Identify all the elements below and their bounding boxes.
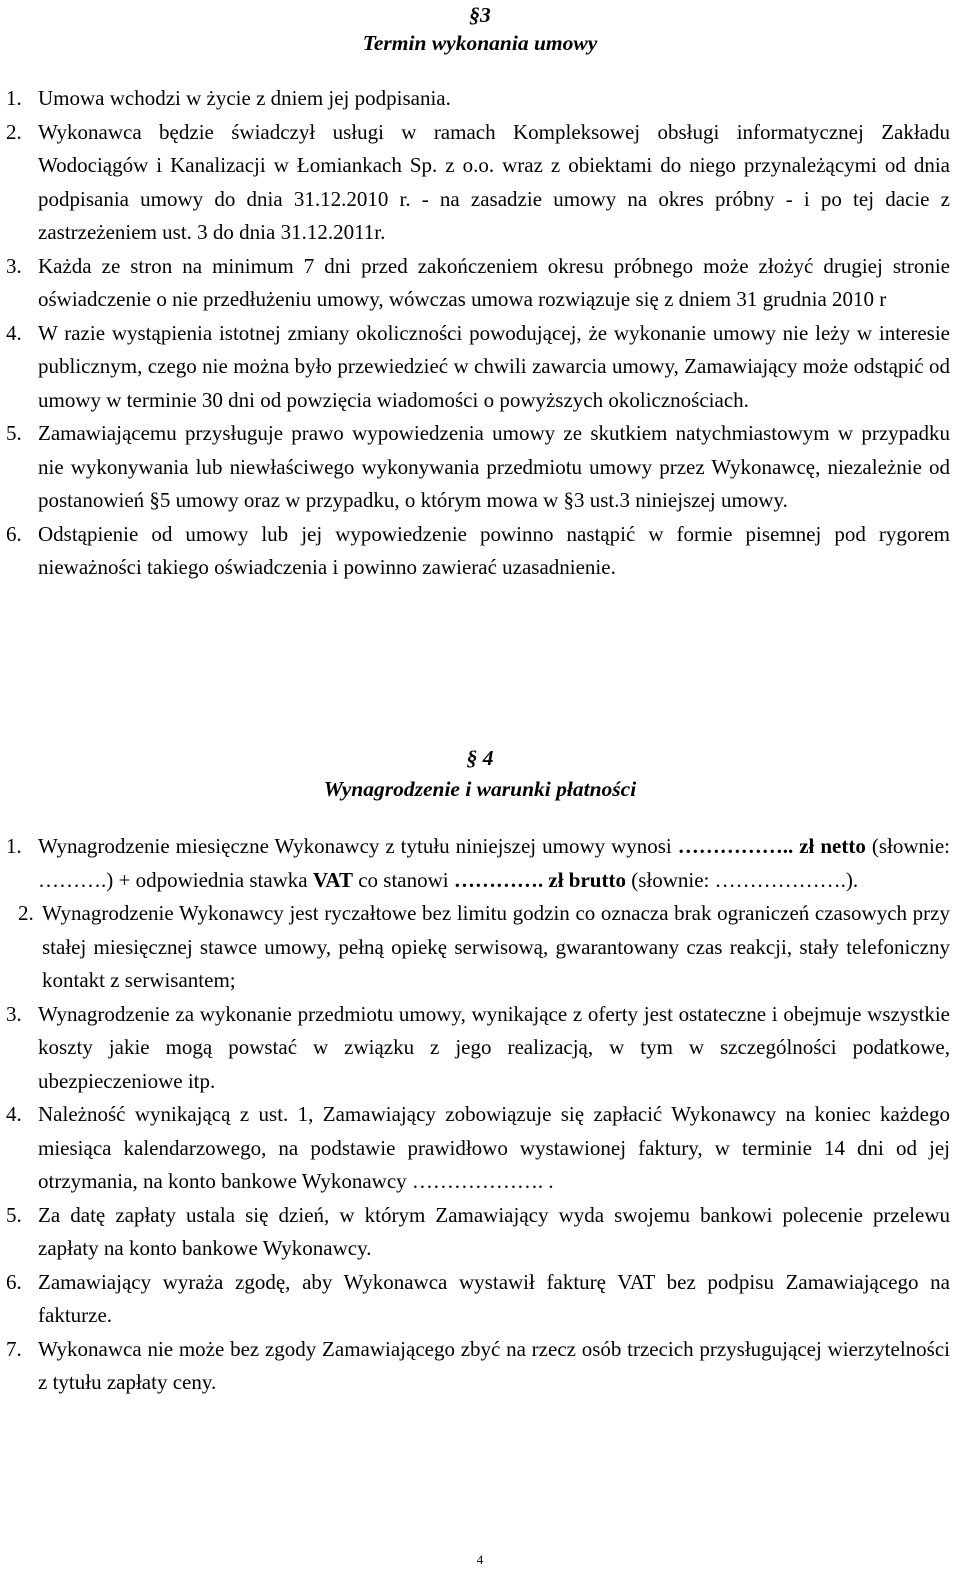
item-text: Zamawiającemu przysługuje prawo wypowiedzenia umowy ze skutkiem natychmiastowym w przypadku nie wykonywania lub niewłaściwego wykonywania przedmiotu umowy przez Wykonawcę, niezależnie od postanowień §5 umowy oraz w przypadku, o którym mowa w §3 ust.3 niniejszej umowy. — [38, 421, 950, 512]
item-text: Umowa wchodzi w życie z dniem jej podpisania. — [38, 86, 451, 110]
item-number: 7. — [6, 1336, 22, 1361]
item-text: Każda ze stron na minimum 7 dni przed zakończeniem okresu próbnego może złożyć drugiej stronie oświadczenie o nie przedłużeniu umowy, wówczas umowa rozwiązuje się z dniem 31 grudnia 2010 r — [38, 253, 950, 311]
item-text: Wynagrodzenie Wykonawcy jest ryczałtowe bez limitu godzin co oznacza brak ograniczeń czasowych przy stałej miesięcznej stawce umowy, pełną opiekę serwisową, gwarantowany czas reakcji, stały telefoniczny kontakt z serwisantem; — [42, 901, 950, 992]
section-3-title: Termin wykonania umowy — [362, 31, 598, 55]
item-text: Odstąpienie od umowy lub jej wypowiedzenie powinno nastąpić w formie pisemnej pod rygorem nieważności takiego oświadczenia i powinno zawierać uzasadnienie. — [38, 521, 950, 579]
list-item — [0, 897, 960, 998]
section-4-list — [0, 830, 960, 1400]
item-number: 2. — [18, 901, 34, 925]
item-text: W razie wystąpienia istotnej zmiany okoliczności powodującej, że wykonanie umowy nie leży w interesie publicznym, czego nie można było przewiedzieć w chwili zawarcia umowy, Zamawiający może odstąpić od umowy w terminie 30 dni od powzięcia wiadomości o powyższych okolicznościach. — [38, 320, 950, 412]
page-number: 4 — [476, 1552, 484, 1567]
item-number: 4. — [6, 1102, 22, 1126]
section-3-list — [0, 82, 960, 585]
item-text: Zamawiający wyraża zgodę, aby Wykonawca wystawił fakturę VAT bez podpisu Zamawiającego na fakturze. — [38, 1269, 950, 1327]
item-text: Wykonawca będzie świadczył usługi w ramach Kompleksowej obsługi informatycznej Zakładu Wodociągów i Kanalizacji w Łomiankach Sp. z o.o. wraz z obiektami do niego przynależącymi od dnia podpisania umowy do dnia 31.12.2010 r. - na zasadzie umowy na okres próbny - i po tej dacie z zastrzeżeniem ust. 3 do dnia 31.12.2011r. — [38, 119, 950, 244]
item-number: 1. — [6, 834, 22, 858]
list-item — [0, 1333, 960, 1400]
item-number: 3. — [6, 1001, 22, 1026]
amount-net-words-blank: ……… — [38, 867, 101, 892]
list-item — [0, 417, 960, 518]
list-item — [0, 250, 960, 317]
item-number: 3. — [6, 253, 22, 278]
item-number: 5. — [6, 421, 22, 445]
item-text: Należność wynikającą z ust. 1, Zamawiający zobowiązuje się zapłacić Wykonawcy na koniec każdego miesiąca kalendarzowego, na podstawie prawidłowo wystawionej faktury, w terminie 14 dni od jej otrzymania, na konto bankowe Wykonawcy ………………. . — [38, 1102, 950, 1193]
amount-gross-words-blank: ……………… — [714, 867, 841, 892]
item-number: 1. — [6, 86, 22, 110]
list-item — [0, 1199, 960, 1266]
list-item — [0, 116, 960, 250]
item-text: Za datę zapłaty ustala się dzień, w którym Zamawiający wyda swojemu bankowi polecenie przelewu zapłaty na konto bankowe Wykonawcy. — [38, 1202, 950, 1260]
section-4-symbol: § 4 — [466, 746, 494, 770]
item-number: 2. — [6, 119, 22, 144]
list-item — [0, 317, 960, 418]
amount-net-blank: …………….. zł netto — [677, 834, 866, 858]
item-number: 6. — [6, 521, 22, 546]
list-item — [0, 518, 960, 585]
item-text: Wykonawca nie może bez zgody Zamawiającego zbyć na rzecz osób trzecich przysługującej wierzytelności z tytułu zapłaty ceny. — [38, 1336, 950, 1394]
item-text: Wynagrodzenie za wykonanie przedmiotu umowy, wynikające z oferty jest ostateczne i obejmuje wszystkie koszty jakie mogą powstać w związku z jego realizacją, w tym w szczególności podatkowe, ubezpieczeniowe itp. — [38, 1001, 950, 1093]
list-item — [0, 1266, 960, 1333]
item-number: 4. — [6, 320, 22, 345]
item-number: 5. — [6, 1202, 22, 1227]
list-item — [0, 830, 960, 897]
amount-gross-blank: …………. zł brutto — [453, 867, 626, 892]
item-number: 6. — [6, 1269, 22, 1294]
section-3-symbol: §3 — [469, 3, 491, 27]
list-item — [0, 998, 960, 1099]
item-text: Wynagrodzenie miesięczne Wykonawcy z tytułu niniejszej umowy wynosi …………….. zł netto (słownie: ……….) + odpowiednia stawka VAT co stanowi …………. zł brutto (słownie: ……………….). — [38, 834, 950, 892]
list-item — [0, 1098, 960, 1199]
list-item — [0, 82, 960, 116]
section-4-title: Wynagrodzenie i warunki płatności — [323, 777, 637, 801]
